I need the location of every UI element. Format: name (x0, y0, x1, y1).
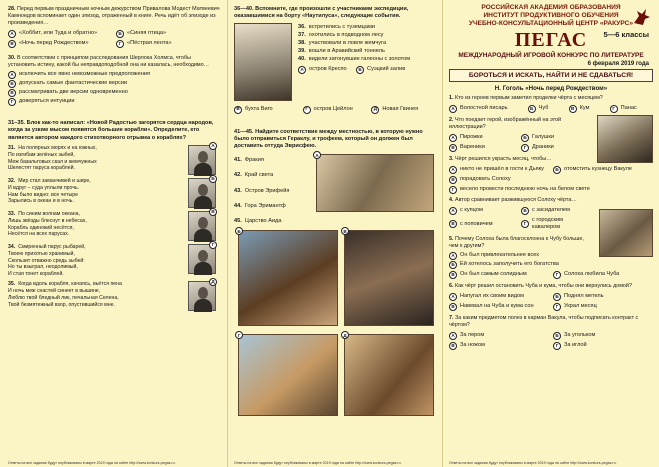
q2-option-a[interactable]: А Пирожки (449, 134, 517, 142)
portrait-d[interactable]: Д (188, 281, 216, 311)
regions-list (234, 156, 289, 225)
poem-35: 35. Когда вдоль корабля, качаясь, вьётся пена И ночь меж снастей синеет в вышине, Люблю твой бледный лик, печальная Селена, Твой безмятежный взор, опустившийся мне. Д (8, 281, 220, 311)
q28-option-b[interactable]: Б «Синяя птица» (116, 30, 220, 38)
q3-option-b[interactable]: Б отомстить кузнецу Вакуле (553, 166, 653, 174)
poem-33: 33. По синим волнам океана, Лишь звёзды блеснут в небесах, Корабль одинокий несётся, Несётся на всех парусах. В (8, 211, 220, 241)
q4-options (449, 206, 589, 233)
q30-option-g[interactable]: Г доверяться интуиции (8, 98, 220, 106)
q5-option-g[interactable]: Г Солоха любила Чуба (553, 271, 653, 279)
contest-title: ПЕГАС (514, 28, 588, 51)
q4-option-v[interactable]: В с поповичем (449, 217, 517, 232)
q3-option-a[interactable]: А никто не пришёл в гости к Дьяку (449, 166, 549, 174)
place-option-d[interactable]: Д Новая Гвинея (371, 106, 437, 114)
poem-34: 34. Смиренный парус рыбарей, Твоею прихотью хранимый, Скользит отважно средь зыбей: Но ты взыграл, неодолимый, И стая тонет кораблей. Г (8, 244, 220, 278)
question-text: В соответствии с принципом расследования Шерлока Холмса, чтобы установить истину, какой бы неправдоподобной она ни казалась, необходимо… (8, 55, 210, 69)
question-4: 4. Автор сравнивает разжившуюся Солоху чёрта… (449, 196, 577, 203)
question-41-45: 41—45. Найдите соответствие между местностью, в которую нужно было отправиться Гераклу, и трофеем, который он должен был доставить оттуда Эврисфею. (234, 128, 423, 150)
pegasus-logo-icon (631, 6, 653, 28)
q7-options (449, 331, 653, 351)
question-2-block (449, 117, 653, 153)
q2-option-v[interactable]: В Вареники (449, 144, 517, 152)
question-3: 3. Чёрт решился украсть месяц, чтобы… (449, 155, 552, 162)
question-6: 6. Как чёрт решил остановить Чуба и кума, чтобы они вернулись домой? (449, 282, 632, 289)
q28-option-g[interactable]: Г «Пёстрая лента» (116, 40, 220, 48)
portrait-b[interactable]: Б (188, 178, 216, 208)
q7-option-b[interactable]: Б За угольком (553, 332, 653, 340)
q3-options (449, 165, 653, 185)
q4-option-a[interactable]: А с купцом (449, 207, 517, 215)
q1-option-a[interactable]: А Волостной писарь (449, 105, 524, 113)
contest-subtitle: МЕЖДУНАРОДНЫЙ ИГРОВОЙ КОНКУРС ПО ЛИТЕРАТУРЕ (458, 51, 644, 59)
place-option-g[interactable]: Г остров Цейлон (303, 106, 369, 114)
illustration-q2 (597, 115, 653, 163)
q2-option-b[interactable]: Б Галушки (521, 134, 589, 142)
motto-banner: БОРОТЬСЯ И ИСКАТЬ, НАЙТИ И НЕ СДАВАТЬСЯ! (449, 69, 653, 82)
illustration-d[interactable]: Д (344, 334, 434, 416)
place-option-b[interactable]: Б Суэцкий залив (356, 66, 410, 74)
question-36-40: 36—40. Вспомните, где произошли с участниками экспедиции, оказавшимися на борту «Наутилуса», следующие события. (234, 6, 409, 20)
q3-option-g[interactable]: Г весело провести последнюю ночь на белом свете (449, 186, 653, 194)
q2-option-g[interactable]: Г Драники (521, 144, 589, 152)
q1-option-v[interactable]: В Кум (569, 105, 606, 113)
question-5: 5. Почему Солоха была благосклонна к Чубу больше, чем к другим? (449, 235, 584, 249)
question-number: 28. (8, 6, 16, 12)
places-options-bottom (234, 105, 437, 115)
place-option-v[interactable]: В бухта Виго (234, 106, 300, 114)
place-option-a[interactable]: А остров Креспо (298, 66, 352, 74)
event-37: 37. охотились в подводном лесу (298, 31, 384, 38)
q28-option-a[interactable]: А «Хоббит, или Туда и обратно» (8, 30, 112, 38)
event-36: 36. встретились с туземцами (298, 23, 375, 30)
contest-date: 6 февраля 2019 года (587, 60, 649, 67)
organization-header: РОССИЙСКАЯ АКАДЕМИЯ ОБРАЗОВАНИЯ ИНСТИТУТ ПРОДУКТИВНОГО ОБУЧЕНИЯ УЧЕБНО-КОНСУЛЬТАЦИОННЫЙ ЦЕНТР «РАКУРС» (468, 4, 634, 27)
region-41: 41. Фракия (234, 157, 264, 164)
nautilus-block (234, 23, 437, 103)
q7-option-v[interactable]: В За ножом (449, 342, 549, 350)
q4-option-g[interactable]: Г с городским кавалером (521, 217, 589, 232)
q5-option-a[interactable]: А Он был привлекательнее всех (449, 252, 653, 260)
illustration-b[interactable]: Б (238, 230, 338, 326)
region-45: 45. Царство Аида (234, 217, 282, 224)
q30-options (8, 71, 220, 106)
q7-option-a[interactable]: А За пером (449, 332, 549, 340)
footer-note: Ответы на все задания будут опубликованы в марте 2019 года на сайте http://www.konkurs-pegas.ru. (449, 461, 617, 465)
q5-option-b[interactable]: Б Ей хотелось заполучить его богатства (449, 261, 653, 269)
footer-note: Ответы на все задания будут опубликованы в марте 2019 года на сайте http://www.konkurs-pegas.ru. (8, 461, 176, 465)
event-39: 39. вошли в Аравийский тоннель (298, 47, 385, 54)
q6-option-g[interactable]: Г Украл месяц (553, 303, 653, 311)
q1-option-g[interactable]: Г Панас (610, 105, 653, 113)
q30-option-b[interactable]: Б допускать самые фантастические версии (8, 80, 220, 88)
question-text: Перед первым праздничным ночным дежурством Привалова Модест Матвеевич Камноедов вспоминает один эпизод, отраженный в книге. Речь идёт об эпизоде из произведения… (8, 6, 220, 27)
portrait-v[interactable]: В (188, 211, 216, 241)
middle-column (227, 0, 441, 467)
q30-option-a[interactable]: А исключить все явно невозможные предположения (8, 71, 220, 79)
question-31-35: 31–35. Блок как-то написал: «Новой Радостью загорятся сердца народов, когда за узким мысом появятся большие корабли». Определите, кто является автором каждого стихотворного отрывка о кораблях? (8, 120, 214, 141)
portrait-g[interactable]: Г (188, 244, 216, 274)
nautilus-illustration (234, 23, 294, 103)
region-44: 44. Гора Эримантф (234, 202, 286, 209)
q3-option-v[interactable]: В порадовать Солоху (449, 176, 549, 184)
question-4-block (449, 197, 653, 233)
q2-options (449, 133, 589, 153)
q28-option-v[interactable]: В «Ночь перед Рождеством» (8, 40, 112, 48)
q6-options (449, 292, 653, 312)
heracles-block (234, 152, 437, 420)
illustration-v[interactable]: В (344, 230, 434, 326)
q6-option-b[interactable]: Б Поднял метель (553, 293, 653, 301)
q7-option-g[interactable]: Г За иглой (553, 342, 653, 350)
illustration-g[interactable]: Г (238, 334, 338, 416)
q6-option-a[interactable]: А Напугал их своим видом (449, 293, 549, 301)
poem-32: 32. Мир стал заманчивей и шире, И вдруг – суда уплыли прочь. Нам было видно: все четыре Зарылись в океан и в ночь. Б (8, 178, 220, 208)
places-options-top (298, 65, 410, 75)
question-2: 2. Что поедает герой, изображённый на этой иллюстрации? (449, 116, 562, 130)
right-column (442, 0, 659, 467)
q5-option-v[interactable]: В Он был самым солидным (449, 271, 549, 279)
q1-option-b[interactable]: Б Чуб (528, 105, 565, 113)
section-title: Н. Гоголь «Ночь перед Рождеством» (494, 84, 608, 92)
grade-label: 5—6 классы (603, 30, 649, 39)
question-30 (8, 55, 220, 69)
footer-note: Ответы на все задания будут опубликованы в марте 2019 года на сайте http://www.konkurs-pegas.ru (234, 461, 401, 465)
q1-options (449, 104, 653, 114)
region-43: 43. Остров Эрифейя (234, 187, 290, 194)
portrait-a[interactable]: А (188, 145, 216, 175)
poem-31: 31. На полярных морях и на южных, По изгибам зелёных зыбей, Меж базальтовых скал и жемчужных Шелестят паруса кораблей. А (8, 145, 220, 175)
question-number: 30. (8, 55, 16, 62)
left-column (0, 0, 226, 467)
illustration-q4 (599, 209, 653, 257)
illustration-a[interactable]: А (316, 154, 434, 212)
q4-option-b[interactable]: Б с засидателем (521, 207, 589, 215)
question-28 (8, 6, 220, 27)
event-38: 38. участвовали в ловле жемчуга (298, 39, 387, 46)
q6-option-v[interactable]: В Навевал на Чуба и кума сон (449, 303, 549, 311)
q30-option-v[interactable]: В рассматривать две версии одновременно (8, 89, 220, 97)
question-1: 1. Кто из героев первым заметил проделки чёрта с месяцем? (449, 94, 603, 101)
events-list (294, 23, 410, 103)
region-42: 42. Край света (234, 172, 274, 179)
question-7: 7. За каким предметом полез в карман Вакула, чтобы подписать контракт с чёртом? (449, 314, 639, 328)
q28-options (8, 29, 220, 49)
event-40: 40. видели затонувшие галеоны с золотом (298, 55, 411, 62)
